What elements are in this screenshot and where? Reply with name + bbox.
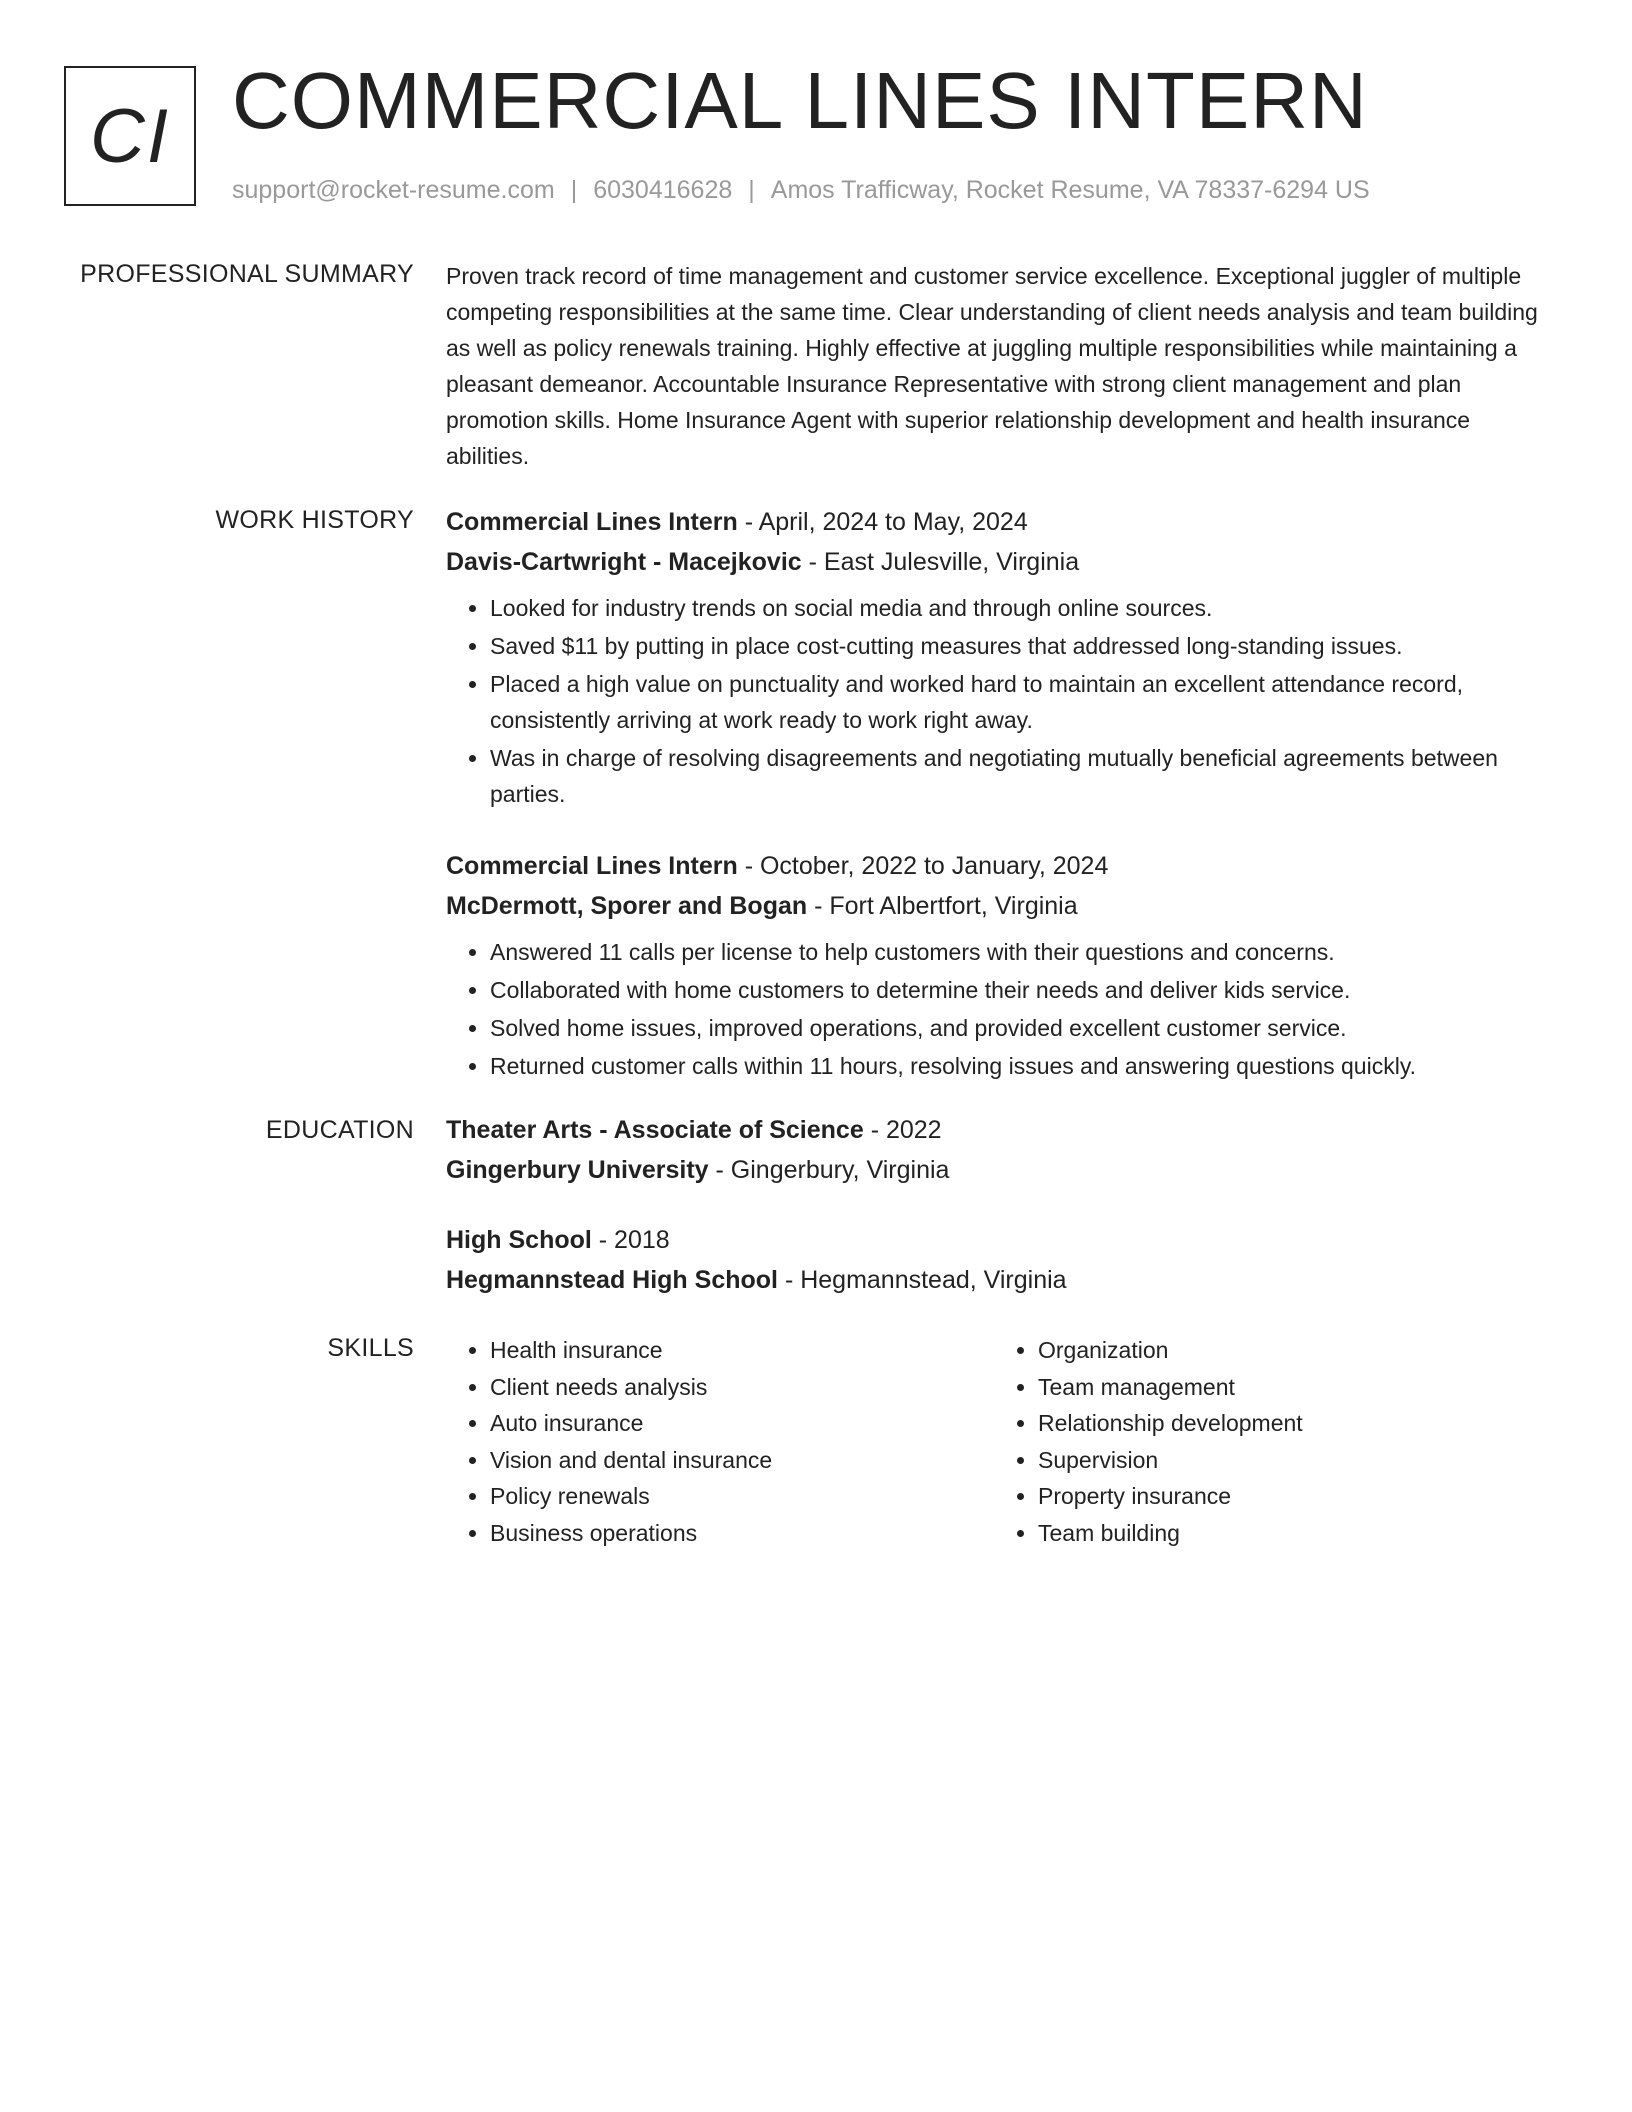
contact-separator: | [570,176,578,204]
job-bullet: • Answered 11 calls per license to help customers with their questions and concerns. [490,934,1546,970]
education-body [446,1110,1546,1300]
summary-body [446,258,1546,474]
contact-address: Amos Trafficway, Rocket Resume, VA 78337-6294 US [770,176,1370,204]
skills-grid [446,1332,1546,1551]
job-location: - Fort Albertfort, Virginia [814,892,1078,920]
summary-text: Proven track record of time management and customer service excellence. Exceptional juggler of multiple competing responsibilities at the same time. Clear understanding of client needs analysis and team building as well as policy renewals training. Highly effective at juggling multiple responsibilities while maintaining a pleasant demeanor. Accountable Insurance Representative with strong client management and plan promotion skills. Home Insurance Agent with superior relationship development and health insurance abilities. [446,263,1538,469]
contact-separator: | [748,176,755,204]
job-company: Davis-Cartwright - Macejkovic [446,548,802,576]
education-school: Hegmannstead High School [446,1266,778,1294]
job-dates: - April, 2024 to May, 2024 [744,508,1028,536]
education-location: - Hegmannstead, Virginia [784,1266,1067,1294]
skill-item: • Health insurance [490,1332,994,1369]
job-bullet: • Looked for industry trends on social media and through online sources. [490,590,1546,626]
skills-body [446,1332,1546,1551]
education-degree: Theater Arts - Associate of Science [446,1116,864,1144]
job-bullet: • Solved home issues, improved operations, and provided excellent customer service. [490,1010,1546,1046]
monogram-badge: CI [64,66,196,206]
job-bullet: • Collaborated with home customers to determine their needs and deliver kids service. [490,972,1546,1008]
education-degree-line [446,1110,1546,1150]
contact-line [232,174,1370,206]
job-bullets [446,934,1546,1084]
job-dates: - October, 2022 to January, 2024 [744,852,1109,880]
skills-column-right [994,1332,1542,1551]
education-entry [446,1110,1546,1190]
skill-item: • Team management [1038,1369,1542,1406]
job-bullet: • Was in charge of resolving disagreements and negotiating mutually beneficial agreements between parties. [490,740,1546,812]
skill-item: • Vision and dental insurance [490,1442,994,1479]
section-label-work: WORK HISTORY [215,506,414,534]
job-entry [446,502,1546,812]
skill-item: • Relationship development [1038,1405,1542,1442]
education-degree-line [446,1220,1546,1260]
skill-item: • Property insurance [1038,1478,1542,1515]
job-entry [446,846,1546,1084]
section-label-education: EDUCATION [265,1116,414,1144]
education-school-line [446,1150,1546,1190]
job-company-line [446,886,1546,926]
skills-list [446,1332,994,1551]
job-bullet: • Returned customer calls within 11 hours, resolving issues and answering questions quickly. [490,1048,1546,1084]
job-company-line [446,542,1546,582]
job-bullets [446,590,1546,812]
skills-column-left [446,1332,994,1551]
job-title-line [446,846,1546,886]
section-label-summary: PROFESSIONAL SUMMARY [80,260,414,288]
job-title-line [446,502,1546,542]
skill-item: • Business operations [490,1515,994,1552]
contact-email: support@rocket-resume.com [232,176,555,204]
education-year: - 2022 [870,1116,942,1144]
job-title: Commercial Lines Intern [446,508,738,536]
skill-item: • Supervision [1038,1442,1542,1479]
education-degree: High School [446,1226,592,1254]
contact-phone: 6030416628 [593,176,733,204]
skill-item: • Auto insurance [490,1405,994,1442]
section-label-skills: SKILLS [327,1334,414,1362]
education-location: - Gingerbury, Virginia [715,1156,950,1184]
job-bullet: • Placed a high value on punctuality and worked hard to maintain an excellent attendance record, consistently arriving at work ready to work right away. [490,666,1546,738]
skill-item: • Policy renewals [490,1478,994,1515]
candidate-name: COMMERCIAL LINES INTERN [232,56,1368,145]
job-bullet: • Saved $11 by putting in place cost-cutting measures that addressed long-standing issues. [490,628,1546,664]
education-year: - 2018 [598,1226,670,1254]
education-school: Gingerbury University [446,1156,709,1184]
skill-item: • Organization [1038,1332,1542,1369]
work-body [446,502,1546,1086]
skill-item: • Team building [1038,1515,1542,1552]
education-school-line [446,1260,1546,1300]
education-entry [446,1220,1546,1300]
job-company: McDermott, Sporer and Bogan [446,892,808,920]
skill-item: • Client needs analysis [490,1369,994,1406]
skills-list [994,1332,1542,1551]
job-title: Commercial Lines Intern [446,852,738,880]
job-location: - East Julesville, Virginia [808,548,1080,576]
